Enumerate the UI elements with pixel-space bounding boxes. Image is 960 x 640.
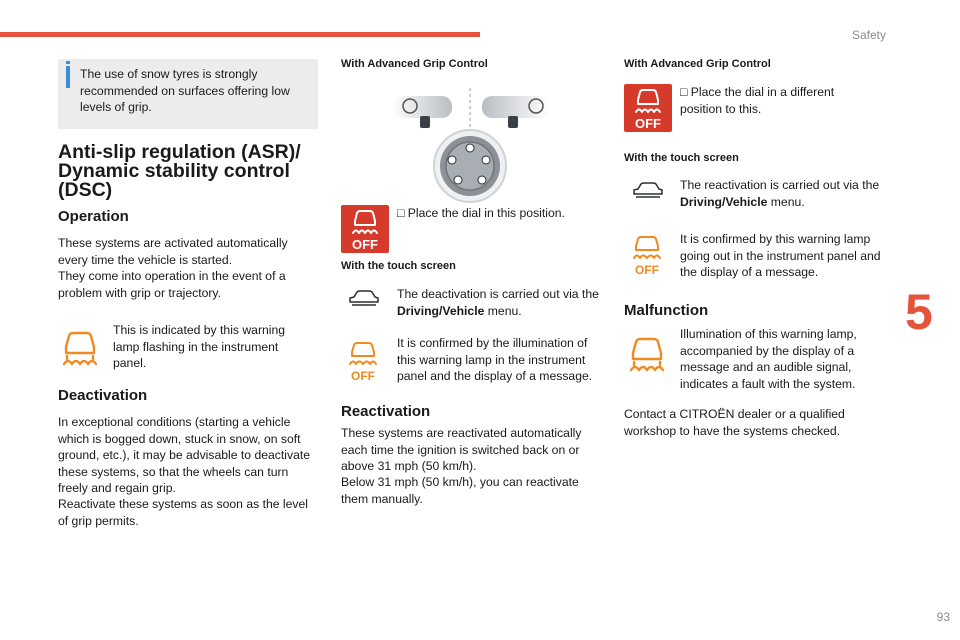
col2-touch-text: [397, 286, 607, 319]
col3-touch-text-bold: Driving/Vehicle: [680, 194, 768, 209]
note-text: The use of snow tyres is strongly recommended on surfaces offering low levels of grip.: [80, 67, 290, 114]
heading-reactivation: Reactivation: [341, 403, 431, 420]
col3-confirm-text: It is confirmed by this warning lamp going out in the instrument panel and the display of a message.: [680, 232, 881, 279]
reactivation-text-2: Below 31 mph (50 km/h), you can reactivate them manually.: [341, 475, 579, 506]
chapter-number: 5: [905, 284, 933, 340]
operation-text-1: These systems are activated automatically every time the vehicle is started.: [58, 236, 288, 267]
col2-touch-heading: With the touch screen: [341, 260, 456, 272]
malfunction-contact-text: Contact a CITROËN dealer or a qualified workshop to have the systems checked.: [624, 407, 845, 438]
col3-touch-text-a: The reactivation is carried out via the: [680, 178, 880, 192]
off-label: OFF: [351, 369, 375, 383]
col2-touch-text-b: menu.: [484, 303, 522, 318]
off-label: OFF: [352, 237, 378, 252]
operation-lamp-text: This is indicated by this warning lamp flashing in the instrument panel.: [113, 323, 286, 370]
dsc-off-orange-lamp-icon: [629, 234, 665, 278]
reactivation-text-1: These systems are reactivated automatically each time the ignition is switched back on or above 31 mph (50 km/h).: [341, 426, 582, 473]
steering-wheel-illustration: [390, 86, 560, 206]
info-icon-bar: [66, 66, 70, 88]
col3-touch-text-b: menu.: [767, 194, 805, 209]
bullet-marker: □: [397, 206, 408, 220]
dsc-off-orange-lamp-icon: [345, 340, 381, 384]
dsc-warning-lamp-icon: [60, 330, 100, 366]
info-icon: [66, 61, 70, 64]
col3-dial-text: Place the dial in a different position to this.: [680, 85, 835, 116]
heading-deactivation: Deactivation: [58, 387, 148, 404]
deactivation-text: In exceptional conditions (starting a vehicle which is bogged down, stuck in snow, on soft ground, etc.), it may be advisable to deactivate these systems, so that the wheels can turn freely and regain grip.: [58, 415, 311, 495]
operation-text-2: They come into operation in the event of a problem with grip or trajectory.: [58, 269, 286, 300]
bullet-marker: □: [680, 85, 691, 99]
section-title: Safety: [851, 28, 886, 42]
heading-operation: Operation: [58, 208, 129, 225]
col2-confirm-text: It is confirmed by the illumination of this warning lamp in the instrument panel and the display of a message.: [397, 336, 593, 383]
deactivation-text-2: Reactivate these systems as soon as the level of grip permits.: [58, 497, 308, 528]
col3-dial-instruction: [680, 84, 870, 117]
dsc-warning-lamp-icon: [627, 336, 667, 372]
off-label: OFF: [635, 116, 661, 131]
off-label: OFF: [635, 263, 659, 277]
header-accent-bar: [0, 32, 480, 37]
col2-touch-text-a: The deactivation is carried out via the: [397, 287, 599, 301]
col3-touch-heading: With the touch screen: [624, 152, 739, 164]
car-menu-icon: [632, 180, 664, 200]
car-menu-icon: [348, 288, 380, 308]
col2-dial-text: Place the dial in this position.: [407, 206, 565, 220]
col3-heading: With Advanced Grip Control: [624, 58, 771, 70]
dsc-off-red-lamp-icon: [341, 205, 389, 253]
heading-malfunction: Malfunction: [624, 302, 709, 319]
col2-heading: With Advanced Grip Control: [341, 58, 488, 70]
malfunction-lamp-text: Illumination of this warning lamp, accompanied by the display of a message and an audible signal, indicates a fault with the system.: [680, 327, 857, 391]
page-title: Anti-slip regulation (ASR)/ Dynamic stability control (DSC): [58, 141, 301, 201]
dsc-off-red-lamp-icon: [624, 84, 672, 132]
col2-touch-text-bold: Driving/Vehicle: [397, 303, 485, 318]
col2-dial-instruction: [397, 205, 587, 222]
col3-touch-text: [680, 177, 890, 210]
page-number: 93: [936, 610, 950, 624]
